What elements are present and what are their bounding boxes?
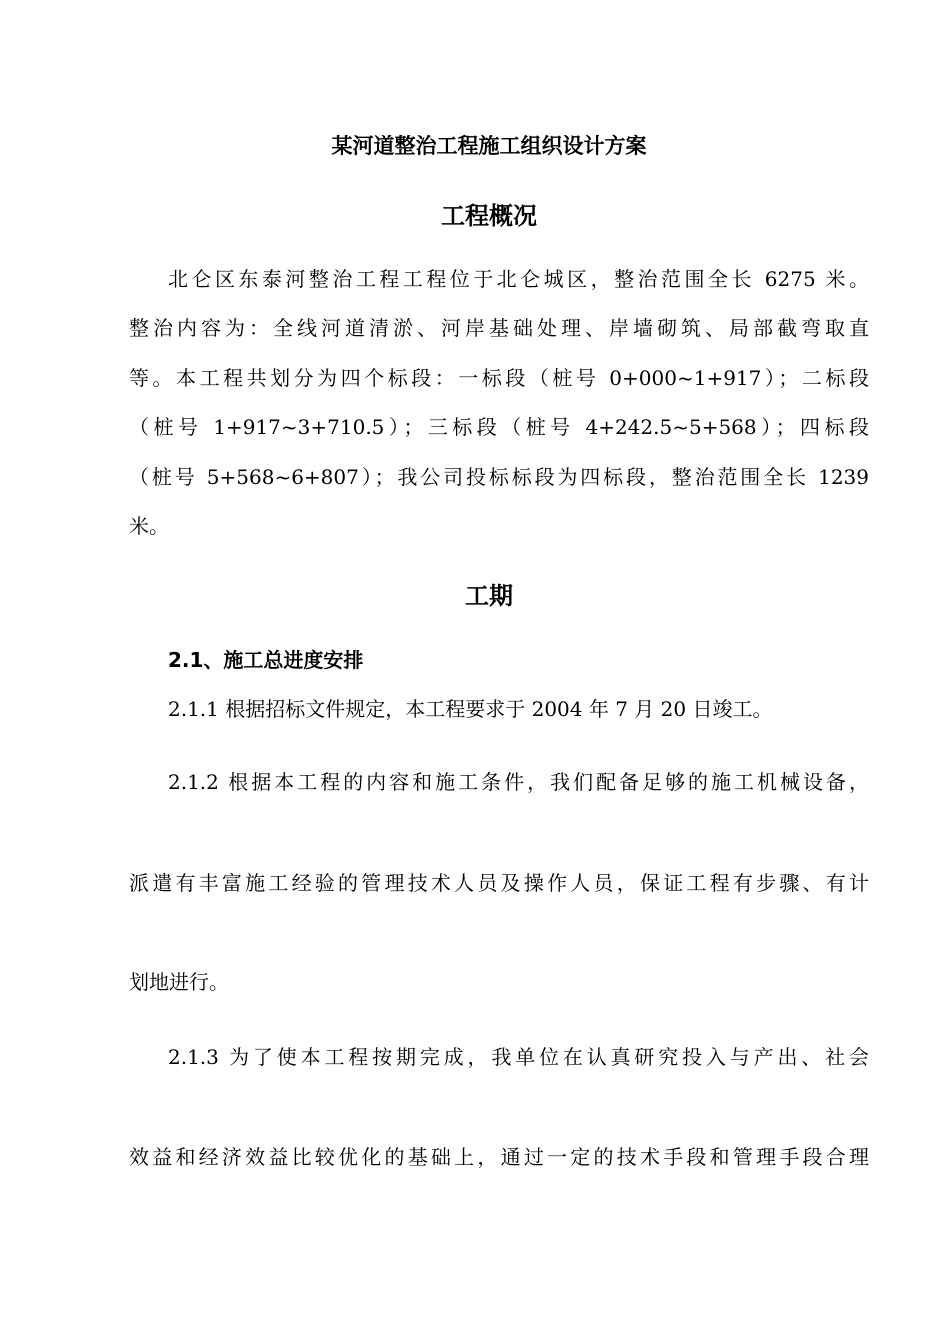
paragraph-line: 整治内容为：全线河道清淤、河岸基础处理、岸墙砌筑、局部截弯取直 <box>129 316 869 340</box>
paragraph-line: 派遣有丰富施工经验的管理技术人员及操作人员，保证工程有步骤、有计 <box>129 871 869 895</box>
paragraph-line: 北仑区东泰河整治工程工程位于北仑城区，整治范围全长 6275 米。 <box>168 267 869 291</box>
paragraph-line: 等。本工程共划分为四个标段：一标段（桩号 0+000~1+917）；二标段 <box>129 366 869 390</box>
section-heading-schedule: 工期 <box>465 582 513 610</box>
paragraph-line: 2.1.3 为了使本工程按期完成，我单位在认真研究投入与产出、社会 <box>168 1045 869 1069</box>
paragraph-line: 2.1.2 根据本工程的内容和施工条件，我们配备足够的施工机械设备， <box>168 770 869 794</box>
section-heading-overview: 工程概况 <box>441 202 537 230</box>
paragraph-line: 米。 <box>129 514 169 538</box>
paragraph-line: （桩号 1+917~3+710.5）；三标段（桩号 4+242.5~5+568）；四标段 <box>129 415 869 439</box>
paragraph-line: （桩号 5+568~6+807）；我公司投标标段为四标段，整治范围全长 1239 <box>129 465 869 489</box>
subsection-heading: 2.1、施工总进度安排 <box>168 648 364 672</box>
paragraph-line: 2.1.1 根据招标文件规定，本工程要求于 2004 年 7 月 20 日竣工。 <box>168 697 773 721</box>
paragraph-line: 划地进行。 <box>129 970 229 994</box>
paragraph-line: 效益和经济效益比较优化的基础上，通过一定的技术手段和管理手段合理 <box>129 1145 869 1169</box>
document-title: 某河道整治工程施工组织设计方案 <box>331 134 647 158</box>
